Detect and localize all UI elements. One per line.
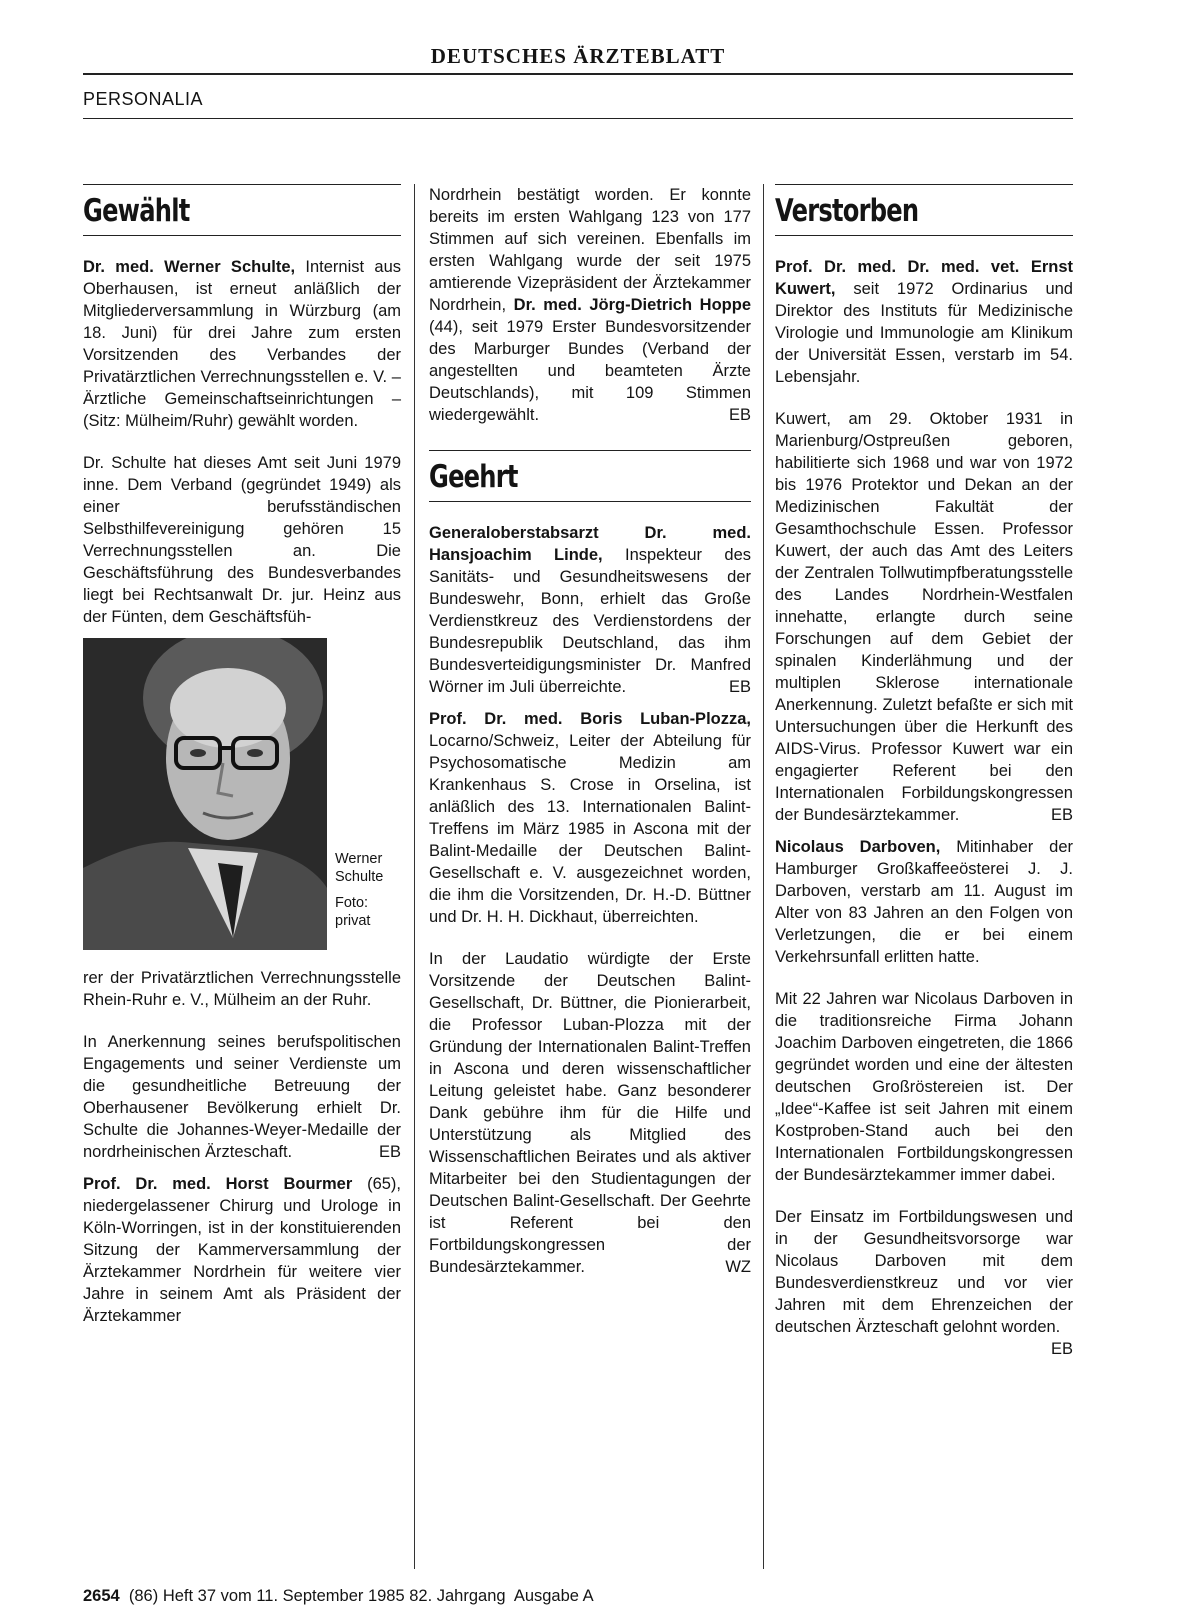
article-darboven-career: Mit 22 Jahren war Nicolaus Darboven in die traditionsreiche Firma Johann Joachim Darboven eingetreten, die 1866 gegründet worden und eine der ältesten deutschen Großröstereien ist. Der „Idee“-Kaffee ist seit Jahren mit einem Kostproben-Stand auch bei den Internationalen Fortbildungskongressen der Bundesärztekammer immer dabei. [775,990,1073,1184]
article-schulte-intro: Dr. med. Werner Schulte, Internist aus Oberhausen, ist erneut anläßlich der Mitgliederversammlung in Würzburg (am 18. Juni) für drei Jahre zum ersten Vorsitzenden des Verbandes der Privatärztlichen Verrechnungsstellen e. V. – Ärztliche Gemeinschaftseinrichtungen – (Sitz: Mülheim/Ruhr) gewählt worden. [83,258,401,430]
top-rule [83,73,1073,75]
article-laudatio: In der Laudatio würdigte der Erste Vorsitzende der Deutschen Balint-Gesellschaft, Dr. Büttner, die Pionierarbeit, die Professor Luban-Plozza mit der Gründung der Internationalen Balint-Treffen in Ascona und deren wissenschaftlicher Leitung geleistet habe. Ganz besonderer Dank gebühre ihm für die Hilfe und Unterstützung als Mitglied des Wissenschaftlichen Beirates und als aktiver Mitarbeiter bei den Studientagungen der Deutschen Balint-Gesellschaft. Der Geehrte ist Referent bei den Fortbildungskongressen der Bundesärztekammer. WZ [429,950,751,1276]
author-signature: WZ [725,1258,751,1276]
page-number: 2654 [83,1587,120,1605]
name-kuwert: Prof. Dr. med. Dr. med. vet. Ernst Kuwert, [775,258,1073,298]
heading-verstorben: Verstorben [775,193,919,229]
column-gewaehlt [83,184,401,1347]
article-linde: Generaloberstabsarzt Dr. med. Hansjoachim Linde, Inspekteur des Sanitäts- und Gesundheitswesens der Bundeswehr, Bonn, erhielt das Große Verdienstkreuz des Verdienstordens der Bundesrepublik Deutschland, das ihm Bundesverteidigungsminister Dr. Manfred Wörner im Juli überreichte. EB [429,524,751,696]
article-bourmer: Prof. Dr. med. Horst Bourmer (65), niedergelassener Chirurg und Urologe in Köln-Worringen, ist in der konstituierenden Sitzung der Kammerversammlung der Ärztekammer Nordrhein für weitere vier Jahre in seinem Amt als Präsident der Ärztekammer [83,1175,401,1325]
photo-caption-name: Werner Schulte [335,851,384,885]
name-darboven: Nicolaus Darboven, [775,838,941,856]
heading-geehrt: Geehrt [429,459,518,495]
column-geehrt [429,184,751,1298]
article-schulte-body: Dr. Schulte hat dieses Amt seit Juni 1979 inne. Dem Verband (gegründet 1949) als einer berufsständischen Selbsthilfevereinigung gehören 15 Verrechnungsstellen an. Die Geschäftsführung des Bundesverbandes liegt bei Rechtsanwalt Dr. jur. Heinz aus der Fünten, dem Geschäftsfüh- [83,454,401,626]
portrait-figure [83,638,401,953]
author-signature: EB [1050,1340,1073,1358]
name-linde: Generaloberstabsarzt Dr. med. Hansjoachim Linde, [429,524,751,564]
article-bourmer-continued: Nordrhein bestätigt worden. Er konnte bereits im ersten Wahlgang 123 von 177 Stimmen auf sich vereinen. Ebenfalls im ersten Wahlgang wurde der seit 1975 amtierende Vizepräsident der Ärztekammer Nordrhein, Dr. med. Jörg-Dietrich Hoppe (44), seit 1979 Erster Bundesvorsitzender des Marburger Bundes (Verband der angestellten und beamteten Ärzte Deutschlands), mit 109 Stimmen wiedergewählt. EB [429,186,751,424]
section-geehrt [429,450,751,1278]
section-heading-geehrt [429,450,751,502]
column-divider-1 [414,184,415,1569]
page-footer [83,1587,594,1606]
section-heading-verstorben [775,184,1073,236]
section-label: PERSONALIA [83,89,204,109]
author-signature: EB [728,406,751,424]
section-heading-gewaehlt [83,184,401,236]
portrait-illustration [83,638,327,950]
column-verstorben [775,184,1073,1360]
name-hoppe: Dr. med. Jörg-Dietrich Hoppe [513,296,751,314]
heading-gewaehlt: Gewählt [83,193,190,229]
article-schulte-continued: rer der Privatärztlichen Verrechnungsstelle Rhein-Ruhr e. V., Mülheim an der Ruhr. [83,969,401,1009]
article-schulte-award: In Anerkennung seines berufspolitischen Engagements und seiner Verdienste um die gesundheitliche Betreuung der Oberhausener Bevölkerung erhielt Dr. Schulte die Johannes-Weyer-Medaille der nordrheinischen Ärzteschaft. EB [83,1033,401,1161]
name-luban-plozza: Prof. Dr. med. Boris Luban-Plozza, [429,710,751,728]
article-kuwert-body: Kuwert, am 29. Oktober 1931 in Marienburg/Ostpreußen geboren, habilitierte sich 1968 und war von 1972 bis 1976 Protektor und Dekan an der Medizinischen Fakultät der Gesamthochschule Essen. Professor Kuwert, der auch das Amt des Leiters der Zentralen Tollwutimpfberatungsstelle des Landes Nordrhein-Westfalen innehatte, erlangte durch seine Forschungen auf dem Gebiet der spinalen Kinderlähmung und der multiplen Sklerose internationale Anerkennung. Zuletzt befaßte er sich mit Untersuchungen über die Herkunft des AIDS-Virus. Professor Kuwert war ein engagierter Referent bei den Internationalen Forbildungskongressen der Bundesärztekammer. EB [775,410,1073,824]
issue-info: (86) Heft 37 vom 11. September 1985 82. Jahrgang Ausgabe A [119,1587,594,1605]
author-signature: EB [1050,806,1073,824]
column-divider-2 [763,184,764,1569]
article-darboven-intro: Nicolaus Darboven, Mitinhaber der Hamburger Großkaffeeösterei J. J. Darboven, verstarb am 11. August im Alter von 83 Jahren an den Folgen von Verletzungen, die er bei einem Verkehrsunfall erlitten hatte. [775,838,1073,966]
article-darboven-honors: Der Einsatz im Fortbildungswesen und in der Gesundheitsvorsorge war Nicolaus Darboven mit dem Bundesverdienstkreuz und vor vier Jahren mit dem Ehrenzeichen der deutschen Ärzteschaft gelohnt worden. EB [775,1208,1073,1358]
masthead: DEUTSCHES ÄRZTEBLATT [430,44,726,68]
article-luban-plozza: Prof. Dr. med. Boris Luban-Plozza, Locarno/Schweiz, Leiter der Abteilung für Psychosomatische Medizin am Krankenhaus S. Crose in Orselina, ist anläßlich des 13. Internationalen Balint-Treffens im März 1985 in Ascona mit der Balint-Medaille der Deutschen Balint-Gesellschaft e. V. ausgezeichnet worden, die ihm die Vorsitzenden, Dr. H.-D. Büttner und Dr. H. H. Dickhaut, überreichten. [429,710,751,926]
portrait-photo [83,638,327,950]
name-werner-schulte: Dr. med. Werner Schulte, [83,258,296,276]
author-signature: EB [378,1143,401,1161]
article-kuwert-intro: Prof. Dr. med. Dr. med. vet. Ernst Kuwert, seit 1972 Ordinarius und Direktor des Instituts für Medizinische Virologie und Immunologie am Klinikum der Universität Essen, verstarb im 54. Lebensjahr. [775,258,1073,386]
name-horst-bourmer: Prof. Dr. med. Horst Bourmer [83,1175,353,1193]
photo-caption-credit: Foto: privat [335,895,371,929]
author-signature: EB [728,678,751,696]
section-rule [83,118,1073,119]
